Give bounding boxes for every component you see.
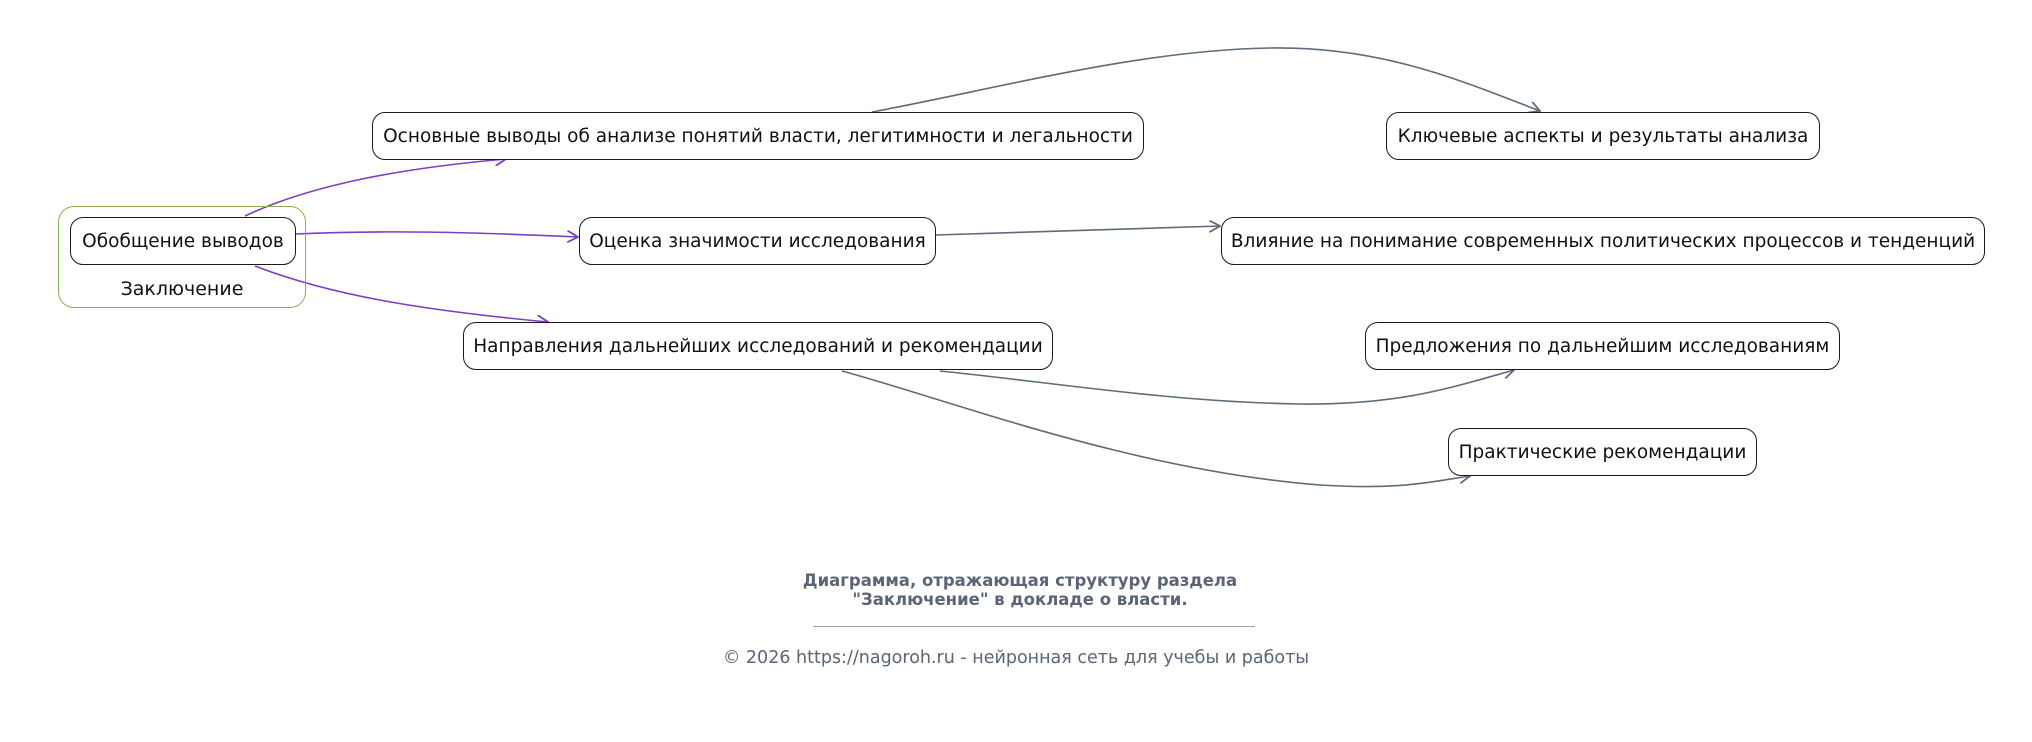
footer-copyright: © 2026 https://nagoroh.ru - нейронная сеть для учебы и работы (722, 648, 1310, 668)
edge-directions-proposals (940, 370, 1514, 404)
edge-significance-influence (936, 226, 1220, 235)
node-significance[interactable]: Оценка значимости исследования (579, 217, 936, 265)
node-main-conclusions[interactable]: Основные выводы об анализе понятий власти, легитимности и легальности (372, 112, 1144, 160)
group-label: Заключение (120, 278, 244, 300)
caption-divider (813, 626, 1255, 627)
node-root[interactable]: Обобщение выводов (70, 217, 296, 265)
edge-directions-practical (842, 371, 1470, 487)
caption-line-1: Диаграмма, отражающая структуру раздела (802, 571, 1238, 590)
node-directions[interactable]: Направления дальнейших исследований и рекомендации (463, 322, 1053, 370)
diagram-caption (780, 571, 1260, 609)
node-proposals[interactable]: Предложения по дальнейшим исследованиям (1365, 322, 1840, 370)
node-key-aspects[interactable]: Ключевые аспекты и результаты анализа (1386, 112, 1820, 160)
node-practical[interactable]: Практические рекомендации (1448, 428, 1757, 476)
node-influence[interactable]: Влияние на понимание современных политических процессов и тенденций (1221, 217, 1985, 265)
edge-root-significance (296, 232, 578, 237)
caption-line-2: "Заключение" в докладе о власти. (852, 590, 1188, 609)
edge-main-key (872, 48, 1540, 112)
